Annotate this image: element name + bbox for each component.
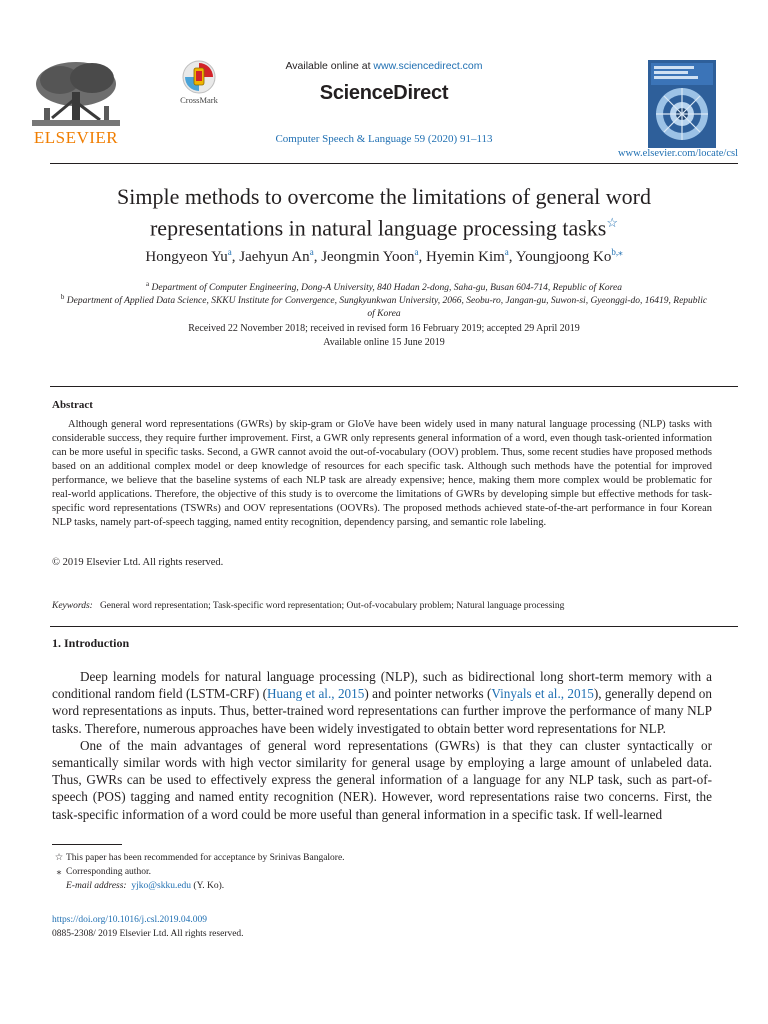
journal-homepage-link[interactable]: www.elsevier.com/locate/csl: [617, 148, 738, 159]
keywords-text: General word representation; Task-specific word representation; Out-of-vocabulary problem; Natural language processing: [99, 601, 565, 611]
journal-reference[interactable]: Computer Speech & Language 59 (2020) 91–113: [275, 133, 493, 145]
author-name[interactable]: Jaehyun An: [239, 249, 310, 265]
abstract-heading: Abstract: [52, 399, 93, 411]
citation-huang-2015[interactable]: Huang et al., 2015: [267, 686, 365, 702]
intro-p1-part-b: ) and pointer networks (: [364, 686, 492, 702]
intro-p1-part-c: ), generally depend on word representations as inputs. Thus, better-trained word representations can further improve the performance of many NLP tasks. Therefore, numerous approaches have been widely investigated to obtain better word representations for NLP.: [52, 686, 712, 736]
footnote-star: [52, 852, 345, 865]
crossmark-label: CrossMark: [180, 95, 218, 105]
doi-link-text[interactable]: https://doi.org/10.1016/j.csl.2019.04.009: [52, 915, 207, 925]
footnote-email: [66, 880, 224, 893]
abstract-copyright: © 2019 Elsevier Ltd. All rights reserved.: [52, 557, 224, 568]
keywords-label: Keywords:: [52, 601, 93, 611]
footnote-corresponding-mark: ⁎: [56, 867, 62, 877]
author-name[interactable]: Hongyeon Yu: [145, 249, 228, 265]
affiliation-b: [60, 291, 708, 321]
doi-link[interactable]: [52, 914, 207, 926]
abstract-text: Although general word representations (GWRs) by skip-gram or GloVe have been widely used in many natural language processing (NLP) tasks with considerable success, they require further improvement. First, a GWR only represents general information of a word, even though task-oriented information can be more useful in specific tasks. Second, a GWR cannot avoid the out-of-vocabulary (OOV) problem. Thus, some recent studies have proposed methods based on an additional complex model or deep knowledge of resources for each specific task. Although such methods have the potential for improved performance, we believe that the baseline systems of each NLP task are already expensive; hence, making them more complex would be problematic for real-world applications. Therefore, the objective of this study is to overcome the limitations of GWRs by developing simple but effective methods for task-specific word representations (TSWRs) and OOV representations (OOVRs). The proposed methods achieved state-of-the-art performance in four Korean NLP tasks, namely part-of-speech tagging, named entity recognition, dependency parsing, and semantic role labeling.: [52, 419, 712, 528]
keywords-line: [52, 601, 564, 611]
history-dates: [60, 322, 708, 350]
author-name[interactable]: Jeongmin Yoon: [321, 249, 415, 265]
author-list: Hongyeon Yu$^a$, Jaehyun An$^a$, Jeongmin Yoon$^a$, Hyemin Kim$^a$, Youngjoong $Ko^{b,⁎}$: [145, 247, 623, 265]
intro-paragraph-2: One of the main advantages of general word representations (GWRs) is that they can cluster syntactically or semantically similar words with high vector similarity for general usage by employing a large amount of unlabeled data. Thus, GWRs can be used to effectively express the general information of a language for any NLP task, such as part-of-speech (POS) tagging and named entity recognition (NER). However, word representations raise two concerns. First, the task-specific information of a word could be more useful than general information in a specific task. If well-learned: [52, 737, 712, 822]
author-affil-mark: a: [504, 247, 509, 257]
received-dates: Received 22 November 2018; received in revised form 16 February 2019; accepted 29 April 2019: [188, 323, 580, 334]
intro-p1-part-a: Deep learning models for natural language processing (NLP), such as bidirectional long short-term memory with a conditional random field (LSTM-CRF) (: [52, 669, 712, 702]
footnote-star-mark: ☆: [54, 853, 64, 863]
author-affil-mark: b,⁎: [611, 247, 623, 257]
journal-cover-image: [648, 60, 716, 148]
author-affil-mark: a: [414, 247, 419, 257]
intro-top-rule: [50, 626, 738, 627]
paper-title-text: Simple methods to overcome the limitations of general word representations in natural language processing tasks: [117, 184, 651, 241]
paper-title: [60, 184, 708, 241]
author-name[interactable]: Youngjoong Ko: [515, 249, 612, 265]
affiliation-a-mark: a: [146, 280, 150, 288]
affiliation-b-text: Department of Applied Data Science, SKKU Institute for Convergence, Sungkyunkwan University, 2066, Seobu-ro, Jangan-gu, Suwon-si, Gyeonggi-do, 16419, Republic of Korea: [66, 296, 708, 320]
issn-line: 0885-2308/ 2019 Elsevier Ltd. All rights reserved.: [52, 929, 244, 939]
header-rule: [50, 163, 738, 164]
affiliation-b-mark: b: [60, 293, 65, 301]
sciencedirect-link[interactable]: www.sciencedirect.com: [373, 60, 483, 72]
email-link[interactable]: yjko@skku.edu: [131, 881, 192, 891]
author-affil-mark: a: [309, 247, 314, 257]
email-label: E-mail address:: [66, 881, 127, 891]
title-footnote-star[interactable]: ☆: [606, 215, 619, 230]
author-name[interactable]: Hyemin Kim: [426, 249, 505, 265]
online-date: Available online 15 June 2019: [323, 337, 445, 348]
email-suffix: (Y. Ko).: [193, 881, 225, 891]
platform-wordmark: ScienceDirect: [319, 82, 449, 104]
footnote-corresponding: [52, 866, 151, 879]
available-prefix: Available online at: [285, 60, 374, 72]
section-heading-introduction: 1. Introduction: [52, 636, 130, 650]
abstract-top-rule: [50, 386, 738, 387]
footnote-star-text: This paper has been recommended for acceptance by Srinivas Bangalore.: [66, 853, 345, 863]
affiliation-a-text: Department of Computer Engineering, Dong-A University, 840 Hadan 2-dong, Saha-gu, Busan 604-714, Republic of Korea: [151, 283, 622, 294]
publisher-wordmark: ELSEVIER: [33, 128, 119, 147]
footnote-corresponding-text: Corresponding author.: [66, 867, 151, 877]
citation-vinyals-2015[interactable]: Vinyals et al., 2015: [491, 686, 594, 702]
intro-paragraph-1: [52, 668, 712, 823]
author-affil-mark: a: [227, 247, 232, 257]
footnote-rule: [52, 844, 122, 845]
